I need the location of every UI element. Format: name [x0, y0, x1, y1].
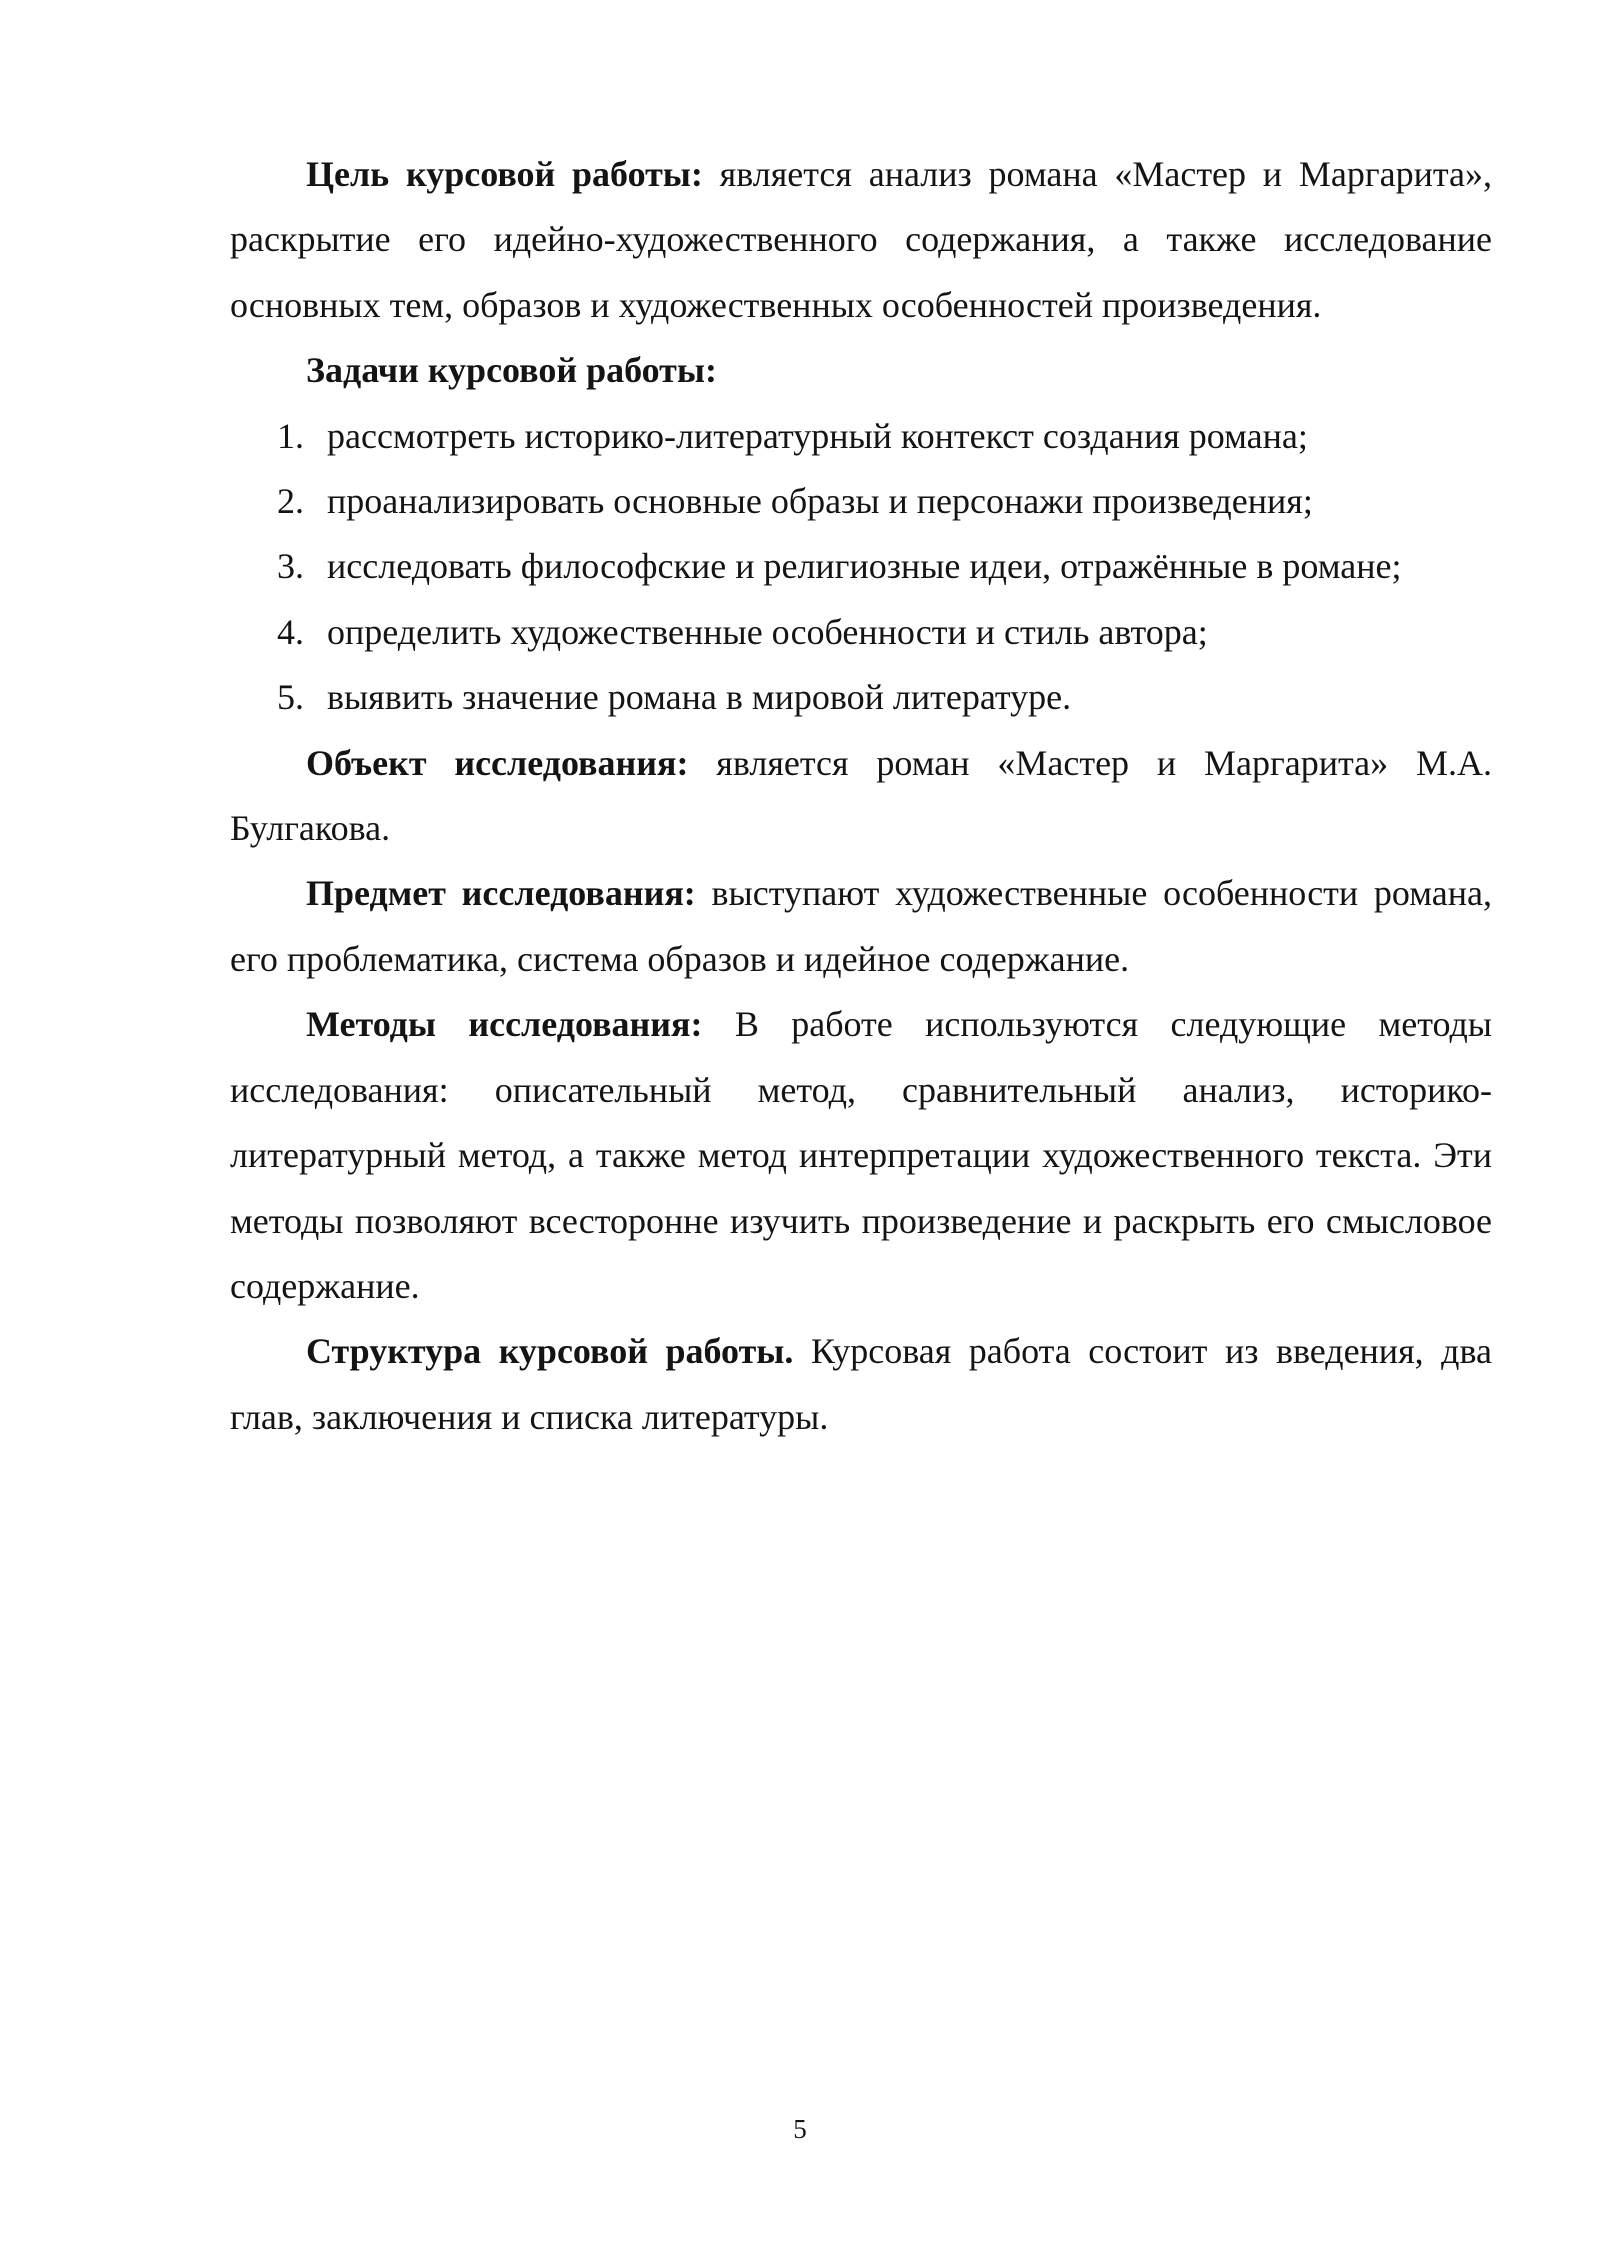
list-item-number: 2.: [277, 481, 304, 522]
structure-paragraph: [230, 1319, 1492, 1450]
methods-label: Методы исследования:: [306, 1004, 703, 1045]
object-text: является роман «Мастер и Маргарита» М.А. Булгакова.: [230, 742, 1492, 849]
subject-paragraph: [230, 861, 1492, 992]
list-item: [230, 404, 1492, 469]
goal-label: Цель курсовой работы:: [306, 154, 703, 194]
list-item-text: рассмотреть историко-литературный контекст создания романа;: [327, 415, 1308, 456]
list-item-number: 1.: [277, 415, 304, 456]
list-item-number: 4.: [277, 611, 304, 652]
goal-paragraph: [230, 142, 1492, 338]
list-item-text: выявить значение романа в мировой литературе.: [327, 677, 1072, 718]
structure-label: Структура курсовой работы.: [306, 1331, 794, 1372]
methods-paragraph: [230, 992, 1492, 1319]
list-item-text: исследовать философские и религиозные идеи, отражённые в романе;: [327, 546, 1402, 587]
object-paragraph: [230, 731, 1492, 862]
list-item: [230, 600, 1492, 665]
page-number: 5: [793, 2114, 807, 2144]
list-item: [230, 665, 1492, 730]
list-item-text: определить художественные особенности и стиль автора;: [327, 611, 1208, 652]
list-item: [230, 469, 1492, 534]
tasks-heading: Задачи курсовой работы:: [306, 350, 717, 391]
subject-label: Предмет исследования:: [306, 873, 696, 914]
tasks-list: [230, 404, 1492, 731]
object-label: Объект исследования:: [306, 742, 689, 783]
goal-text: является анализ романа «Мастер и Маргарита», раскрытие его идейно-художественного содержания, а также исследование основных тем, образов и художественных особенностей произведения.: [230, 154, 1492, 325]
subject-text: выступают художественные особенности романа, его проблематика, система образов и идейное содержание.: [230, 873, 1492, 979]
list-item-number: 5.: [277, 677, 304, 718]
structure-text: Курсовая работа состоит из введения, два глав, заключения и списка литературы.: [230, 1331, 1492, 1437]
methods-text: В работе используются следующие методы исследования: описательный метод, сравнительный анализ, историко-литературный метод, а также метод интерпретации художественного текста. Эти методы позволяют всесторонне изучить произведение и раскрыть его смысловое содержание.: [230, 1004, 1492, 1306]
document-page: [230, 142, 1492, 1450]
list-item-text: проанализировать основные образы и персонажи произведения;: [327, 481, 1313, 522]
list-item-number: 3.: [277, 546, 304, 587]
list-item: [230, 534, 1492, 599]
